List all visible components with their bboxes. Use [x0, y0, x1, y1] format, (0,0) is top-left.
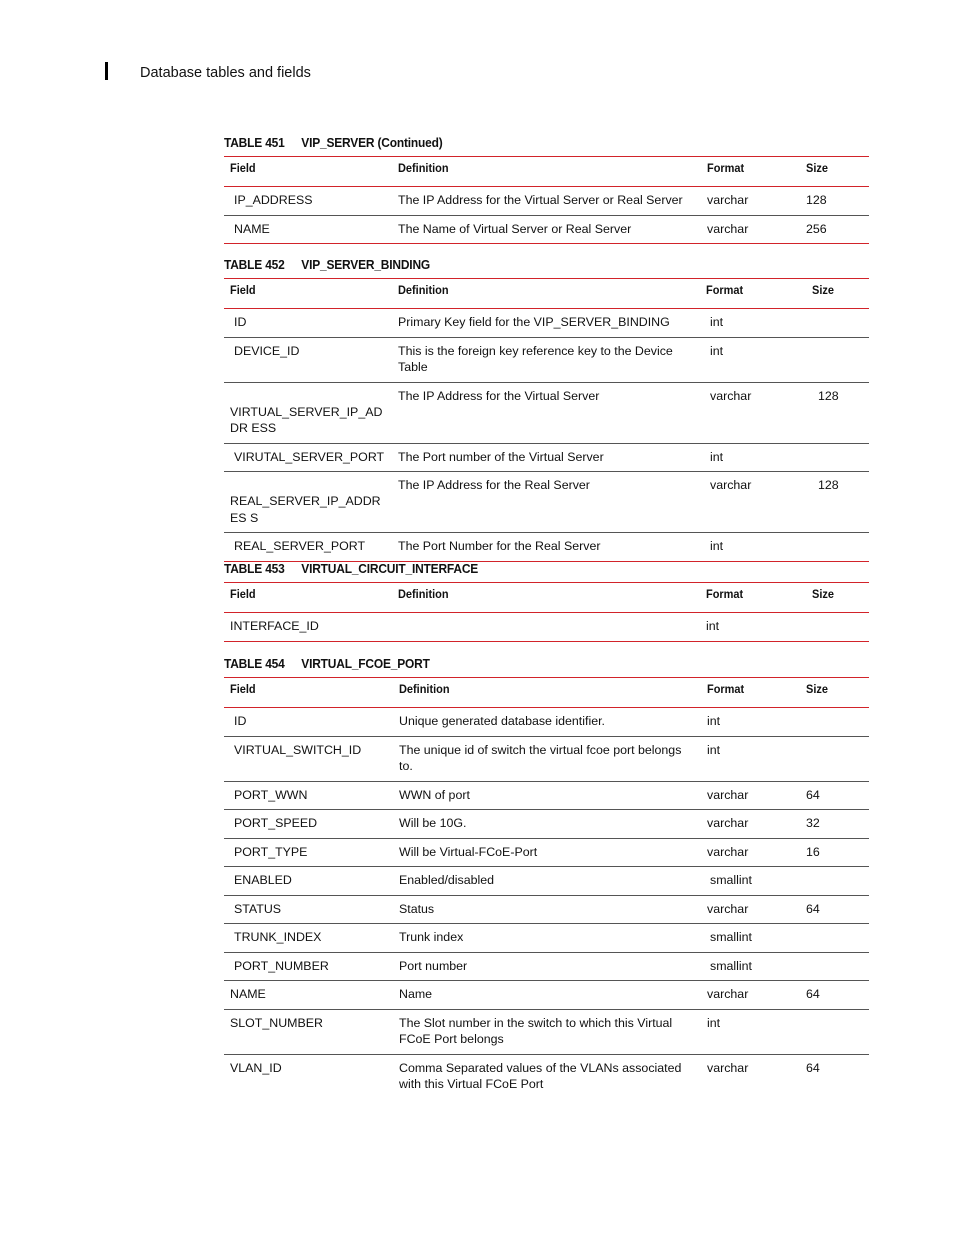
- size-cell: [806, 337, 869, 382]
- definition-cell: [392, 613, 700, 642]
- field-cell: NAME: [224, 981, 393, 1010]
- table-row: [224, 1009, 869, 1054]
- table-caption: [224, 135, 817, 150]
- size-cell: [806, 533, 869, 562]
- column-header: Size: [800, 678, 869, 708]
- size-cell: [806, 613, 869, 642]
- size-cell: [800, 708, 869, 737]
- column-header: Definition: [392, 157, 701, 187]
- table-caption: [224, 257, 817, 272]
- table-row: [224, 533, 869, 562]
- column-header: Format: [700, 279, 806, 309]
- data-table: [224, 582, 869, 642]
- table-number: TABLE 452: [224, 257, 285, 272]
- column-header: Size: [800, 157, 869, 187]
- field-cell: TRUNK_INDEX: [224, 924, 393, 953]
- size-cell: 64: [806, 1060, 820, 1075]
- table-name: VIRTUAL_CIRCUIT_INTERFACE: [301, 561, 479, 576]
- table-row: [224, 981, 869, 1010]
- table-451: [224, 135, 869, 244]
- definition-cell: Comma Separated values of the VLANs associated with this Virtual FCoE Port: [399, 1060, 682, 1091]
- table-row: [224, 1054, 869, 1099]
- field-cell: VIRTUAL_SERVER_IP_ADDR ESS: [224, 382, 392, 443]
- field-cell: VLAN_ID: [230, 1060, 282, 1075]
- column-header: Size: [806, 279, 869, 309]
- column-header: Format: [701, 157, 800, 187]
- table-row: [224, 613, 869, 642]
- definition-cell: Status: [393, 895, 701, 924]
- definition-cell: The IP Address for the Virtual Server: [392, 382, 700, 443]
- table-453: [224, 561, 869, 642]
- field-cell: VIRTUAL_SWITCH_ID: [224, 736, 393, 781]
- table-number: TABLE 454: [224, 656, 285, 671]
- format-cell: varchar: [701, 215, 800, 244]
- definition-cell: The Name of Virtual Server or Real Server: [392, 215, 701, 244]
- size-cell: [800, 1009, 869, 1054]
- column-header: Size: [806, 583, 869, 613]
- size-cell: [806, 443, 869, 472]
- table-caption: [224, 656, 817, 671]
- definition-cell: The unique id of switch the virtual fcoe port belongs to.: [393, 736, 701, 781]
- table-row: [224, 781, 869, 810]
- table-454: [224, 656, 869, 1099]
- table-row: [224, 924, 869, 953]
- column-header: Field: [224, 583, 392, 613]
- field-cell: PORT_SPEED: [224, 810, 393, 839]
- format-cell: varchar: [701, 838, 800, 867]
- table-row: [224, 187, 869, 216]
- field-cell: VIRUTAL_SERVER_PORT: [224, 443, 392, 472]
- definition-cell: The IP Address for the Real Server: [392, 472, 700, 533]
- field-cell: INTERFACE_ID: [224, 613, 392, 642]
- size-cell: 128: [806, 472, 869, 533]
- field-cell: ID: [224, 309, 392, 338]
- format-cell: int: [700, 613, 806, 642]
- column-header: Definition: [392, 279, 700, 309]
- format-cell: int: [700, 337, 806, 382]
- data-table: [224, 156, 869, 244]
- format-cell: int: [701, 736, 800, 781]
- field-cell: PORT_NUMBER: [224, 952, 393, 981]
- column-header: Format: [701, 678, 800, 708]
- field-cell: DEVICE_ID: [224, 337, 392, 382]
- size-cell: 64: [800, 981, 869, 1010]
- format-cell: varchar: [701, 981, 800, 1010]
- column-header: Field: [224, 678, 393, 708]
- field-cell: PORT_TYPE: [224, 838, 393, 867]
- size-cell: 32: [800, 810, 869, 839]
- size-cell: 128: [800, 187, 869, 216]
- definition-cell: The IP Address for the Virtual Server or Real Server: [392, 187, 701, 216]
- table-row: [224, 309, 869, 338]
- definition-cell: This is the foreign key reference key to the Device Table: [392, 337, 700, 382]
- table-name: VIRTUAL_FCOE_PORT: [301, 656, 430, 671]
- definition-cell: The Slot number in the switch to which this Virtual FCoE Port belongs: [393, 1009, 701, 1054]
- table-row: [224, 867, 869, 896]
- format-cell: varchar: [701, 895, 800, 924]
- field-cell: REAL_SERVER_PORT: [224, 533, 392, 562]
- size-cell: [806, 309, 869, 338]
- table-number: TABLE 453: [224, 561, 285, 576]
- table-row: [224, 838, 869, 867]
- table-caption: [224, 561, 817, 576]
- size-cell: [800, 924, 869, 953]
- column-header: Field: [224, 279, 392, 309]
- format-cell: varchar: [700, 382, 806, 443]
- format-cell: varchar: [701, 810, 800, 839]
- table-row: [224, 708, 869, 737]
- format-cell: int: [700, 309, 806, 338]
- data-table: [224, 278, 869, 562]
- column-header: Definition: [393, 678, 701, 708]
- field-cell: NAME: [224, 215, 392, 244]
- format-cell: varchar: [707, 1060, 749, 1075]
- field-cell: IP_ADDRESS: [224, 187, 392, 216]
- definition-cell: The Port Number for the Real Server: [392, 533, 700, 562]
- definition-cell: WWN of port: [393, 781, 701, 810]
- definition-cell: Port number: [393, 952, 701, 981]
- column-header: Definition: [392, 583, 700, 613]
- definition-cell: Trunk index: [393, 924, 701, 953]
- definition-cell: Will be Virtual-FCoE-Port: [393, 838, 701, 867]
- table-row: [224, 443, 869, 472]
- table-number: TABLE 451: [224, 135, 285, 150]
- format-cell: smallint: [701, 867, 800, 896]
- size-cell: 128: [806, 382, 869, 443]
- definition-cell: Unique generated database identifier.: [393, 708, 701, 737]
- definition-cell: Will be 10G.: [393, 810, 701, 839]
- format-cell: varchar: [700, 472, 806, 533]
- column-header: Field: [224, 157, 392, 187]
- table-row: [224, 895, 869, 924]
- definition-cell: Name: [393, 981, 701, 1010]
- format-cell: varchar: [701, 781, 800, 810]
- field-cell: ENABLED: [224, 867, 393, 896]
- table-name: VIP_SERVER_BINDING: [301, 257, 431, 272]
- data-table: [224, 677, 869, 1099]
- format-cell: smallint: [701, 924, 800, 953]
- format-cell: int: [701, 1009, 800, 1054]
- format-cell: varchar: [701, 187, 800, 216]
- size-cell: 64: [800, 895, 869, 924]
- format-cell: smallint: [701, 952, 800, 981]
- column-header: Format: [700, 583, 806, 613]
- table-row: [224, 736, 869, 781]
- table-row: [224, 472, 869, 533]
- format-cell: int: [700, 533, 806, 562]
- size-cell: 256: [800, 215, 869, 244]
- table-row: [224, 810, 869, 839]
- header-bar: [105, 62, 108, 80]
- table-row: [224, 382, 869, 443]
- field-cell: ID: [224, 708, 393, 737]
- definition-cell: Primary Key field for the VIP_SERVER_BINDING: [392, 309, 700, 338]
- table-row: [224, 215, 869, 244]
- field-cell: REAL_SERVER_IP_ADDRES S: [224, 472, 392, 533]
- size-cell: 64: [800, 781, 869, 810]
- field-cell: PORT_WWN: [224, 781, 393, 810]
- table-452: [224, 257, 869, 562]
- page-header-title: Database tables and fields: [140, 65, 311, 81]
- size-cell: 16: [800, 838, 869, 867]
- field-cell: STATUS: [224, 895, 393, 924]
- field-cell: SLOT_NUMBER: [224, 1009, 393, 1054]
- size-cell: [800, 952, 869, 981]
- size-cell: [800, 736, 869, 781]
- definition-cell: The Port number of the Virtual Server: [392, 443, 700, 472]
- definition-cell: Enabled/disabled: [393, 867, 701, 896]
- size-cell: [800, 867, 869, 896]
- format-cell: int: [701, 708, 800, 737]
- table-row: [224, 952, 869, 981]
- table-row: [224, 337, 869, 382]
- format-cell: int: [700, 443, 806, 472]
- table-name: VIP_SERVER (Continued): [301, 135, 443, 150]
